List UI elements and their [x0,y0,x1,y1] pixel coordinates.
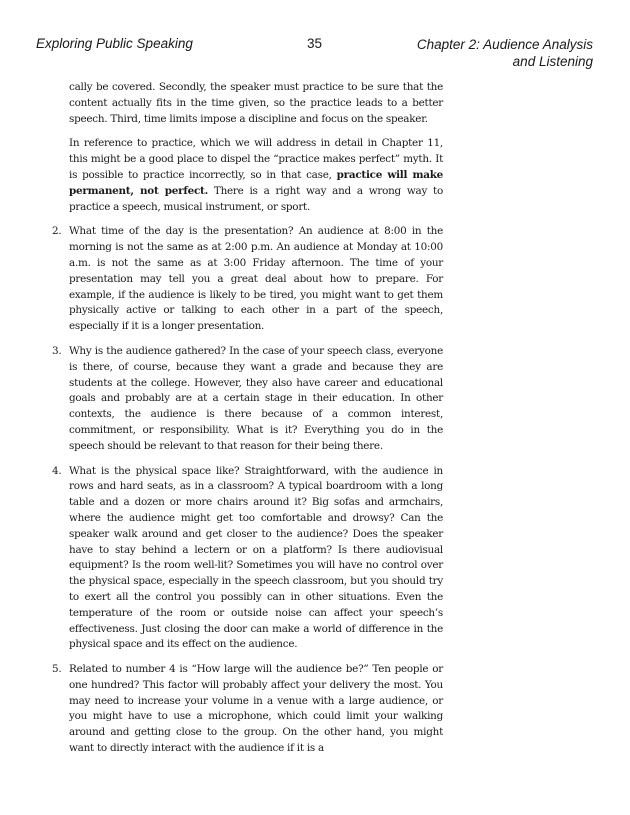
list-item-text: What time of the day is the presentation? An audience at 8:00 in the morning is not the same as at 2:00 p.m. An audience at Monday at 10:00 a.m. is not the same as at 3:00 Friday afternoon. The time of your presentation may tell you a great deal about how to prepare. For example, if the audience is likely to be tired, you might want to get them physically active or talking to each other in a part of the speech, especially if it is a longer presentation. [69,225,443,333]
paragraph-practice-text-1: In reference to practice, which we will address in detail in Chapter 11, this might be a good place to dispel the “practice makes perfect” myth. It is possible to practice incorrectly, so in that case, [69,137,443,181]
list-item [52,224,443,335]
numbered-list [52,224,443,757]
list-item-text: Related to number 4 is “How large will the audience be?” Ten people or one hundred? This factor will probably affect your delivery the most. You may need to increase your volume in a venue with a large audience, or you might have to use a microphone, which could limit your walking around and getting close to the group. On the other hand, you might want to directly interact with the audience if it is a [69,663,443,755]
page-header [0,0,630,80]
page-number: 35 [307,36,323,51]
chapter-title: Chapter 2: Audience Analysis and Listening [416,37,593,69]
list-item-number: 3. [52,344,62,357]
list-item-number: 5. [52,663,62,676]
page-body [52,80,444,766]
list-item-text: Why is the audience gathered? In the case of your speech class, everyone is there, of course, because they want a grade and because they are students at the college. However, they also have career and educational goals and probably are at a certain stage in their education. In other contexts, the audience is there because of a common interest, commitment, or responsibility. What is it? Everything you do in the speech should be relevant to that reason for their being there. [69,344,443,452]
paragraph-practice-text-2: There is a right way and a wrong way to practice a speech, musical instrument, or sport. [69,184,443,213]
list-item [52,344,443,455]
list-item-number: 2. [52,225,62,238]
list-item-text: What is the physical space like? Straightforward, with the audience in rows and hard seats, as in a classroom? A typical boardroom with a long table and a dozen or more chairs around it? Big sofas and armchairs, where the audience might get too comfortable and drowsy? Can the speaker walk around and get closer to the audience? Does the speaker have to stay behind a lectern or on a platform? Is there audiovisual equipment? Is the room well-lit? Sometimes you will have no control over the physical space, especially in the speech classroom, but you should try to exert all the control you possibly can in other situations. Even the temperature of the room or outside noise can affect your speech’s effectiveness. Just closing the door can make a world of difference in the physical space and its effect on the audience. [69,464,443,651]
list-item [52,662,443,757]
list-item [52,464,443,654]
list-item-number: 4. [52,464,62,477]
book-title: Exploring Public Speaking [36,36,193,51]
paragraph-continuation: cally be covered. Secondly, the speaker must practice to be sure that the content actually fits in the time given, so the practice leads to a better speech. Third, time limits impose a discipline and focus on the speaker. [69,81,443,125]
paragraph-practice [69,136,443,215]
paragraph-practice-emphasis: practice will make permanent, not perfect. [69,168,444,197]
